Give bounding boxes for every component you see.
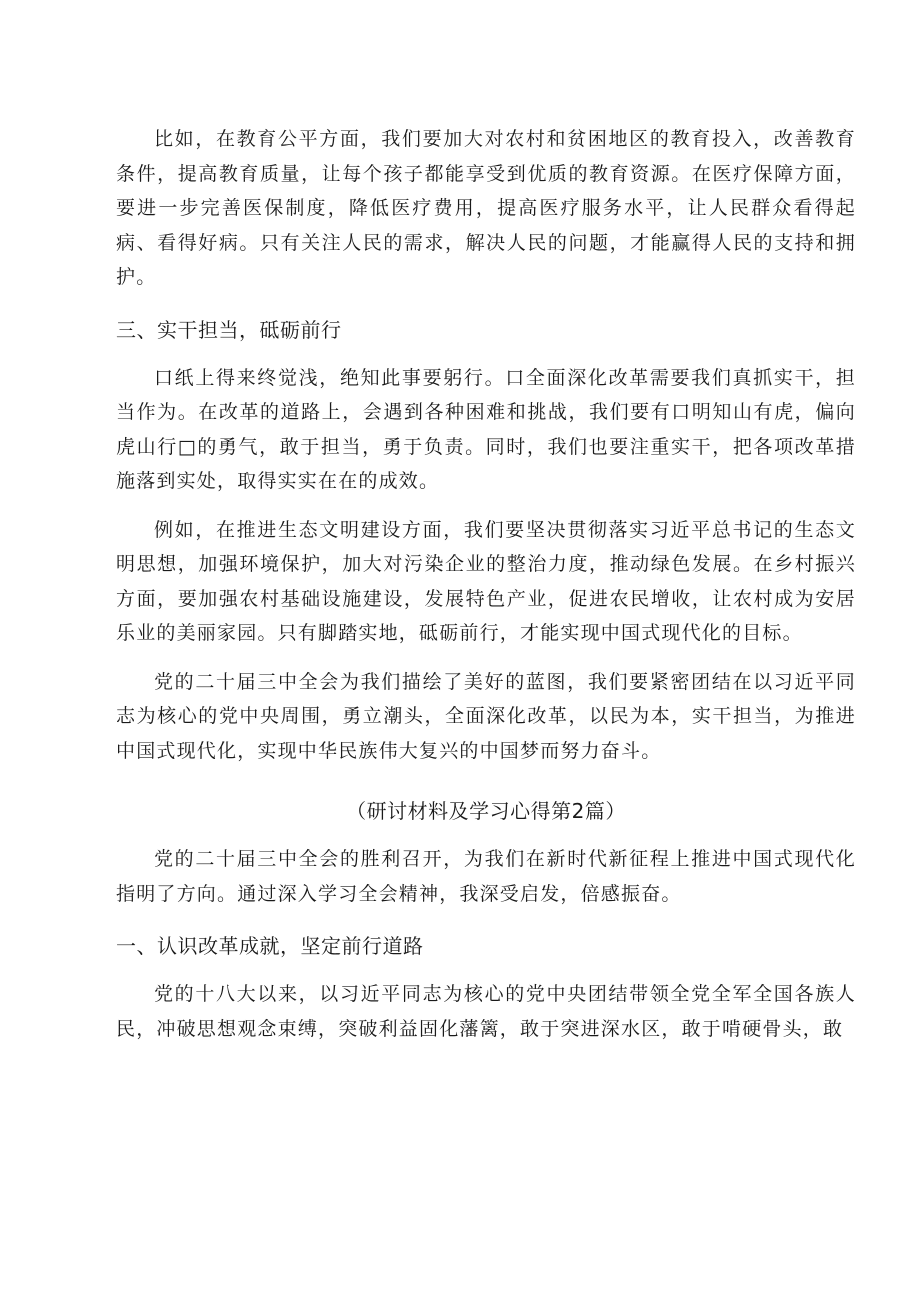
paragraph-achievements: 党的十八大以来，以习近平同志为核心的党中央团结带领全党全军全国各族人民，冲破思想观念束缚，突破利益固化藩篱，敢于突进深水区，敢于啃硬骨头，敢	[116, 983, 856, 1040]
heading-section-one: 一、认识改革成就，坚定前行道路	[116, 934, 424, 958]
paragraph-blueprint: 党的二十届三中全会为我们描绘了美好的蓝图，我们要紧密团结在以习近平同志为核心的党中央周围，勇立潮头，全面深化改革，以民为本，实干担当，为推进中国式现代化，实现中华民族伟大复兴的中国梦而努力奋斗。	[116, 670, 856, 762]
heading-section-three: 三、实干担当，砥砺前行	[116, 317, 342, 342]
paragraph-practice: 口纸上得来终觉浅，绝知此事要躬行。口全面深化改革需要我们真抓实干，担当作为。在改革的道路上，会遇到各种困难和挑战，我们要有口明知山有虎，偏向虎山行□的勇气，敢于担当，勇于负责。同时，我们也要注重实干，把各项改革措施落到实处，取得实实在在的成效。	[116, 366, 856, 492]
section-title: （研讨材料及学习心得第2篇）	[346, 799, 626, 823]
paragraph-ecology: 例如，在推进生态文明建设方面，我们要坚决贯彻落实习近平总书记的生态文明思想，加强环境保护，加大对污染企业的整治力度，推动绿色发展。在乡村振兴方面，要加强农村基础设施建设，发展特色产业，促进农民增收，让农村成为安居乐业的美丽家园。只有脚踏实地，砥砺前行，才能实现中国式现代化的目标。	[116, 518, 856, 644]
paragraph-intro: 党的二十届三中全会的胜利召开，为我们在新时代新征程上推进中国式现代化指明了方向。通过深入学习全会精神，我深受启发，倍感振奋。	[116, 848, 856, 905]
paragraph-education-healthcare: 比如，在教育公平方面，我们要加大对农村和贫困地区的教育投入，改善教育条件，提高教育质量，让每个孩子都能享受到优质的教育资源。在医疗保障方面，要进一步完善医保制度，降低医疗费用，提高医疗服务水平，让人民群众看得起病、看得好病。只有关注人民的需求，解决人民的问题，才能赢得人民的支持和拥护。	[116, 128, 856, 288]
